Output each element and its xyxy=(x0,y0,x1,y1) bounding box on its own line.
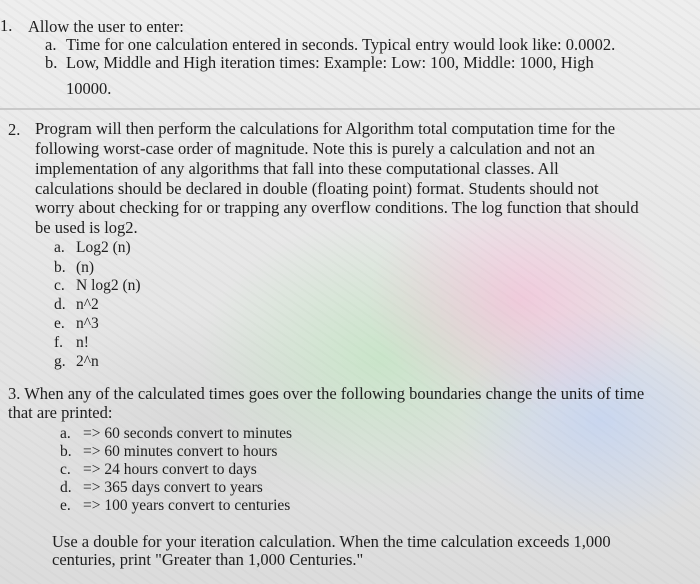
item-1b-text-line1: Low, Middle and High iteration times: Example: Low: 100, Middle: 1000, High xyxy=(66,53,594,72)
item-1b-text-line2: 10000. xyxy=(66,79,112,98)
item-3-line-1: 3. When any of the calculated times goes over the following boundaries change the units of time xyxy=(8,384,645,403)
item-1-number: 1. xyxy=(0,16,13,35)
item-2-line-2: following worst-case order of magnitude. Note this is purely a calculation and not an xyxy=(35,139,595,158)
item-1a-label: a. xyxy=(45,35,57,54)
item-1a-text: Time for one calculation entered in seconds. Typical entry would look like: 0.0002. xyxy=(66,35,616,54)
page-divider xyxy=(0,108,700,110)
item-2-line-3: implementation of any algorithms that fall into these computational classes. All xyxy=(35,159,559,178)
item-2g-text: 2^n xyxy=(76,353,99,370)
item-2f-label: f. xyxy=(54,334,64,351)
item-2g-label: g. xyxy=(54,353,66,370)
item-3b-text: => 60 minutes convert to hours xyxy=(83,443,278,460)
item-3a-text: => 60 seconds convert to minutes xyxy=(83,425,293,442)
item-3a-label: a. xyxy=(60,425,71,442)
item-3c-text: => 24 hours convert to days xyxy=(83,461,257,478)
item-1-text: Allow the user to enter: xyxy=(28,17,184,36)
item-3e-text: => 100 years convert to centuries xyxy=(83,497,291,514)
item-2c-text: N log2 (n) xyxy=(76,277,141,294)
item-2a-text: Log2 (n) xyxy=(76,239,131,256)
item-3e-label: e. xyxy=(60,497,71,514)
item-2d-text: n^2 xyxy=(76,296,99,313)
item-2d-label: d. xyxy=(54,296,66,313)
item-2f-text: n! xyxy=(76,334,89,351)
item-2b-text: (n) xyxy=(76,259,95,276)
item-2-line-4: calculations should be declared in double (floating point) format. Students should not xyxy=(35,179,599,198)
item-3d-text: => 365 days convert to years xyxy=(83,479,263,496)
item-3-line-2: that are printed: xyxy=(8,403,113,422)
item-2e-text: n^3 xyxy=(76,315,99,332)
item-2e-label: e. xyxy=(54,315,65,332)
item-3c-label: c. xyxy=(60,461,71,478)
item-2-number: 2. xyxy=(8,120,21,139)
item-2c-label: c. xyxy=(54,277,65,294)
item-2-line-6: be used is log2. xyxy=(35,218,138,237)
item-3b-label: b. xyxy=(60,443,72,460)
item-3-note-line-1: Use a double for your iteration calculation. When the time calculation exceeds 1,000 xyxy=(52,532,611,551)
item-2-line-5: worry about checking for or trapping any overflow conditions. The log function that should xyxy=(35,198,639,217)
item-2a-label: a. xyxy=(54,239,65,256)
item-3-note-line-2: centuries, print "Greater than 1,000 Centuries." xyxy=(52,550,364,569)
item-2-line-1: Program will then perform the calculations for Algorithm total computation time for the xyxy=(35,119,616,138)
item-3d-label: d. xyxy=(60,479,72,496)
item-2b-label: b. xyxy=(54,259,66,276)
item-1b-label: b. xyxy=(45,53,58,72)
